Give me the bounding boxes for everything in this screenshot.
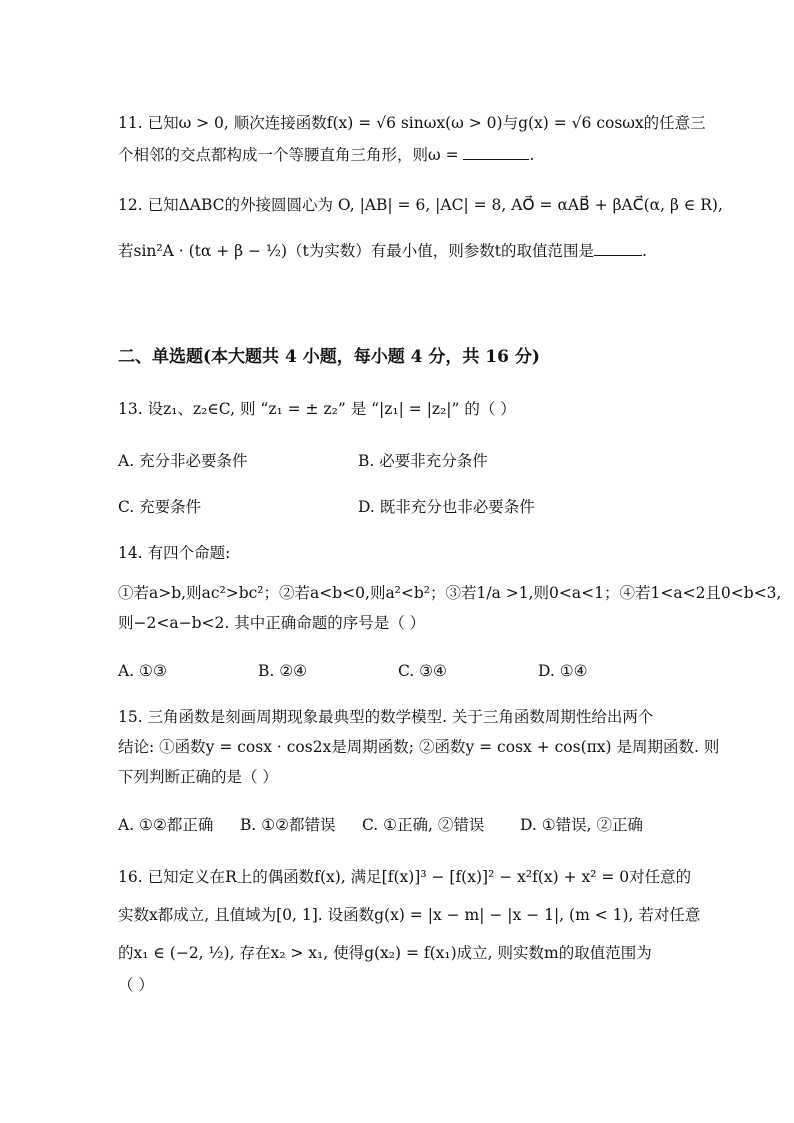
q16-line2: 实数x都成立, 且值域为[0, 1]. 设函数g(x) = |x − m| − |x − 1|, (m < 1), 若对任意	[118, 906, 701, 924]
q15-option-d[interactable]: D. ①错误, ②正确	[520, 816, 643, 834]
q14-option-c[interactable]: C. ③④	[398, 662, 447, 680]
q11-line2-end: .	[529, 146, 535, 164]
q15-line1: 15. 三角函数是刻画周期现象最典型的数学模型. 关于三角函数周期性给出两个	[118, 708, 654, 726]
q15-option-b[interactable]: B. ①②都错误	[240, 816, 336, 834]
q13-stem: 13. 设z₁、z₂∈C, 则 “z₁ = ± z₂” 是 “|z₁| = |z₂|” 的（ ）	[118, 400, 516, 418]
q16-line4: （ ）	[118, 976, 154, 994]
q12-line1: 12. 已知ΔABC的外接圆圆心为 O, |AB| = 6, |AC| = 8, AO⃗ = αAB⃗ + βAC⃗(α, β ∈ R),	[118, 196, 723, 214]
q14-line2: 则−2<a−b<2. 其中正确命题的序号是（ ）	[118, 614, 426, 632]
q12-line2-end: .	[642, 242, 647, 260]
q15-line2: 结论: ①函数y = cosx · cos2x是周期函数; ②函数y = cosx + cos(πx) 是周期函数. 则	[118, 738, 720, 756]
q11-answer-blank[interactable]	[463, 145, 529, 160]
q12-line2	[118, 240, 647, 262]
q13-option-d[interactable]: D. 既非充分也非必要条件	[358, 498, 535, 516]
q15-option-c[interactable]: C. ①正确, ②错误	[362, 816, 485, 834]
q14-option-d[interactable]: D. ①④	[538, 662, 588, 680]
q14-line1: ①若a>b,则ac²>bc²；②若a<b<0,则a²<b²；③若1/a >1,则0<a<1；④若1<a<2且0<b<3,	[118, 584, 782, 602]
section-heading: 二、单选题(本大题共 4 小题，每小题 4 分，共 16 分)	[118, 347, 540, 367]
q14-option-b[interactable]: B. ②④	[258, 662, 308, 680]
q13-option-c[interactable]: C. 充要条件	[118, 498, 202, 516]
q15-option-a[interactable]: A. ①②都正确	[118, 816, 214, 834]
q15-line3: 下列判断正确的是（ ）	[118, 768, 278, 786]
q16-line1: 16. 已知定义在R上的偶函数f(x), 满足[f(x)]³ − [f(x)]² − x²f(x) + x² = 0对任意的	[118, 868, 692, 886]
q12-answer-blank[interactable]	[594, 241, 642, 256]
q11-line2	[118, 144, 534, 166]
q11-line1: 11. 已知ω > 0, 顺次连接函数f(x) = √6 sinωx(ω > 0)与g(x) = √6 cosωx的任意三	[118, 114, 706, 132]
q14-stem: 14. 有四个命题:	[118, 544, 231, 562]
q14-option-a[interactable]: A. ①③	[118, 662, 167, 680]
q12-line2-text: 若sin²A · (tα + β − ½)（t为实数）有最小值，则参数t的取值范围是	[118, 242, 594, 260]
q16-line3: 的x₁ ∈ (−2, ½), 存在x₂ > x₁, 使得g(x₂) = f(x₁)成立, 则实数m的取值范围为	[118, 944, 652, 962]
q13-option-a[interactable]: A. 充分非必要条件	[118, 452, 248, 470]
q11-line2-text: 个相邻的交点都构成一个等腰直角三角形，则ω =	[118, 146, 464, 164]
q13-option-b[interactable]: B. 必要非充分条件	[358, 452, 488, 470]
